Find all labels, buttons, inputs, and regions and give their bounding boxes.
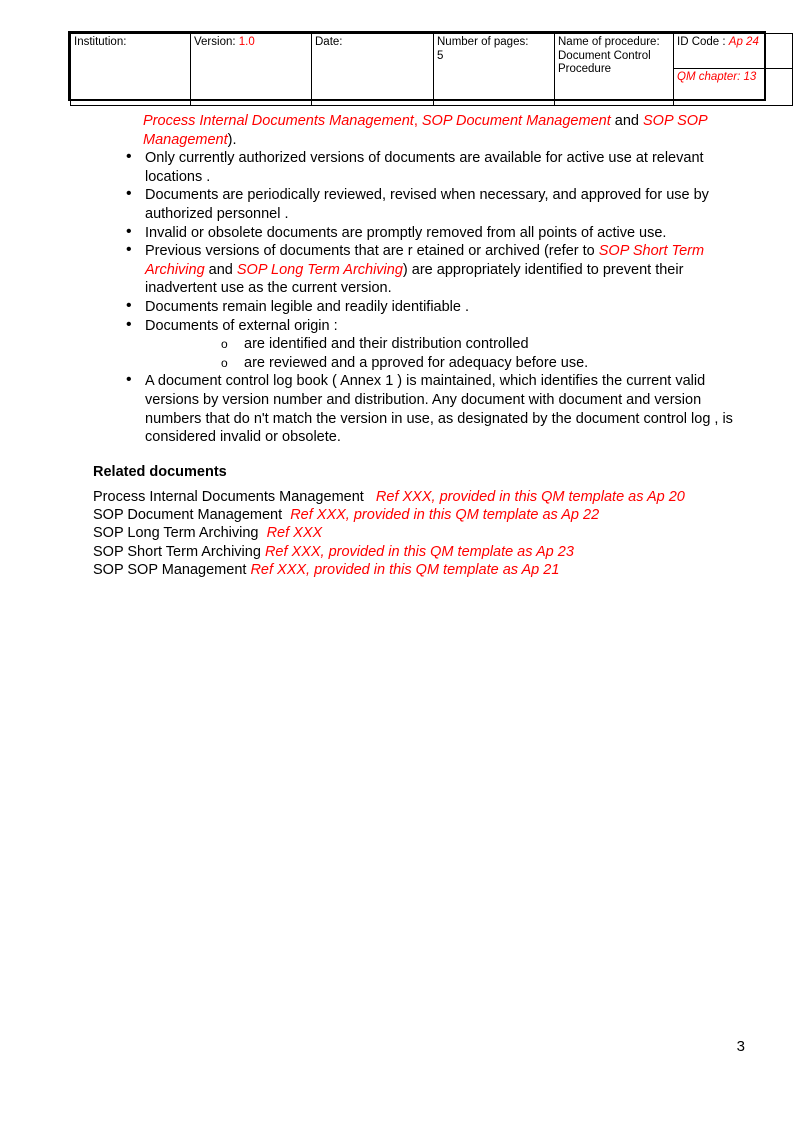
related-document-name: SOP Long Term Archiving xyxy=(93,525,259,542)
date-label: Date: xyxy=(315,36,343,48)
qm-chapter-cell xyxy=(674,69,792,106)
bullet-item-obsolete-removal xyxy=(93,224,753,243)
qm-chapter-value: QM chapter: 13 xyxy=(677,71,757,83)
bullet-item-authorized-versions xyxy=(93,149,753,186)
header-cell-date xyxy=(312,34,434,106)
intro-ref-3: SOP SOP Management xyxy=(143,113,708,148)
page-number: 3 xyxy=(736,1038,745,1055)
related-document-ref: Ref XXX, provided in this QM template as Ap 20 xyxy=(375,489,685,505)
bullet-item-legibility xyxy=(93,298,753,317)
sub-bullet-text: are identified and their distribution controlled xyxy=(244,336,529,353)
bullet-text-part-3: ) are appropriately identified to prevent their inadvertent use as the current version. xyxy=(145,261,684,297)
intro-paragraph xyxy=(143,112,753,149)
institution-label: Institution: xyxy=(74,36,127,48)
bullet-text: Only currently authorized versions of documents are available for active use at relevant locations . xyxy=(145,150,704,185)
intro-ref-2: SOP Document Management xyxy=(421,113,611,129)
id-code-cell xyxy=(674,34,792,69)
number-of-pages-label: Number of pages: xyxy=(437,36,529,48)
header-cell-version xyxy=(191,34,312,106)
id-code-subtable xyxy=(674,34,792,105)
id-code-row xyxy=(674,34,792,69)
related-documents-heading: Related documents xyxy=(93,464,227,480)
related-document-line xyxy=(93,561,763,579)
intro-ref-1: Process Internal Documents Management xyxy=(143,113,414,129)
bullet-item-periodic-review xyxy=(93,186,753,223)
id-code-value: Ap 24 xyxy=(728,36,759,48)
related-document-ref: Ref XXX, provided in this QM template as Ap 23 xyxy=(264,543,574,560)
bullet-item-previous-versions xyxy=(93,242,753,298)
version-value: 1.0 xyxy=(238,36,255,48)
bullet-item-external-origin xyxy=(93,317,753,373)
id-code-label: ID Code : xyxy=(677,36,726,48)
bullet-text: Documents remain legible and readily identifiable . xyxy=(145,298,470,315)
related-document-line xyxy=(93,488,763,506)
related-document-line xyxy=(93,506,763,524)
related-documents-section xyxy=(93,463,763,579)
related-document-name: Process Internal Documents Management xyxy=(93,489,364,505)
bullet-text: Invalid or obsolete documents are promptly removed from all points of active use. xyxy=(145,224,667,241)
intro-conjunction: and xyxy=(610,113,643,129)
bullet-ref-sop-short-term-archiving: SOP Short Term Archiving xyxy=(145,243,705,278)
bullet-item-control-log-book xyxy=(93,372,753,446)
header-cell-institution xyxy=(71,34,191,106)
intro-separator-1: , xyxy=(413,113,422,129)
bullet-text-part-1: Previous versions of documents that are r etained or archived (refer to xyxy=(145,243,599,260)
related-document-line xyxy=(93,524,763,542)
bullet-text: Documents are periodically reviewed, revised when necessary, and approved for use by authorized personnel . xyxy=(145,187,709,222)
related-document-line xyxy=(93,543,763,561)
related-document-ref: Ref XXX xyxy=(266,525,323,542)
related-document-name: SOP SOP Management xyxy=(93,561,247,578)
name-of-procedure-value: Document Control Procedure xyxy=(558,49,651,75)
related-document-ref: Ref XXX, provided in this QM template as Ap 21 xyxy=(250,561,560,578)
related-document-name: SOP Short Term Archiving xyxy=(93,543,261,560)
sub-bullet-item-reviewed xyxy=(145,354,753,373)
name-of-procedure-label: Name of procedure: xyxy=(558,36,660,48)
related-document-ref: Ref XXX, provided in this QM template as Ap 22 xyxy=(290,507,600,524)
qm-chapter-row xyxy=(674,69,792,106)
document-control-bullet-list xyxy=(93,149,753,447)
sub-bullet-item-identified xyxy=(145,335,753,354)
header-cell-name-of-procedure xyxy=(555,34,674,106)
bullet-text-part-2: and xyxy=(204,261,237,278)
sub-bullet-text: are reviewed and a pproved for adequacy before use. xyxy=(244,354,589,371)
bullet-ref-sop-long-term-archiving: SOP Long Term Archiving xyxy=(236,261,403,278)
bullet-text: Documents of external origin : xyxy=(145,317,338,334)
header-cell-id-code-group xyxy=(674,34,793,106)
header-cell-number-of-pages xyxy=(434,34,555,106)
document-body xyxy=(93,112,753,447)
related-document-name: SOP Document Management xyxy=(93,507,283,524)
version-label: Version: xyxy=(194,36,236,48)
header-table-row xyxy=(71,34,793,106)
document-header-table xyxy=(70,33,793,106)
external-origin-sublist xyxy=(145,335,753,372)
bullet-text: A document control log book ( Annex 1 ) is maintained, which identifies the current valid versions by version number and distribution. Any document with document and version numbers that do n't match the version in use, as designated by the document control log , is considered invalid or obsolete. xyxy=(145,373,733,446)
number-of-pages-value: 5 xyxy=(437,49,444,62)
intro-tail: ). xyxy=(227,131,237,148)
